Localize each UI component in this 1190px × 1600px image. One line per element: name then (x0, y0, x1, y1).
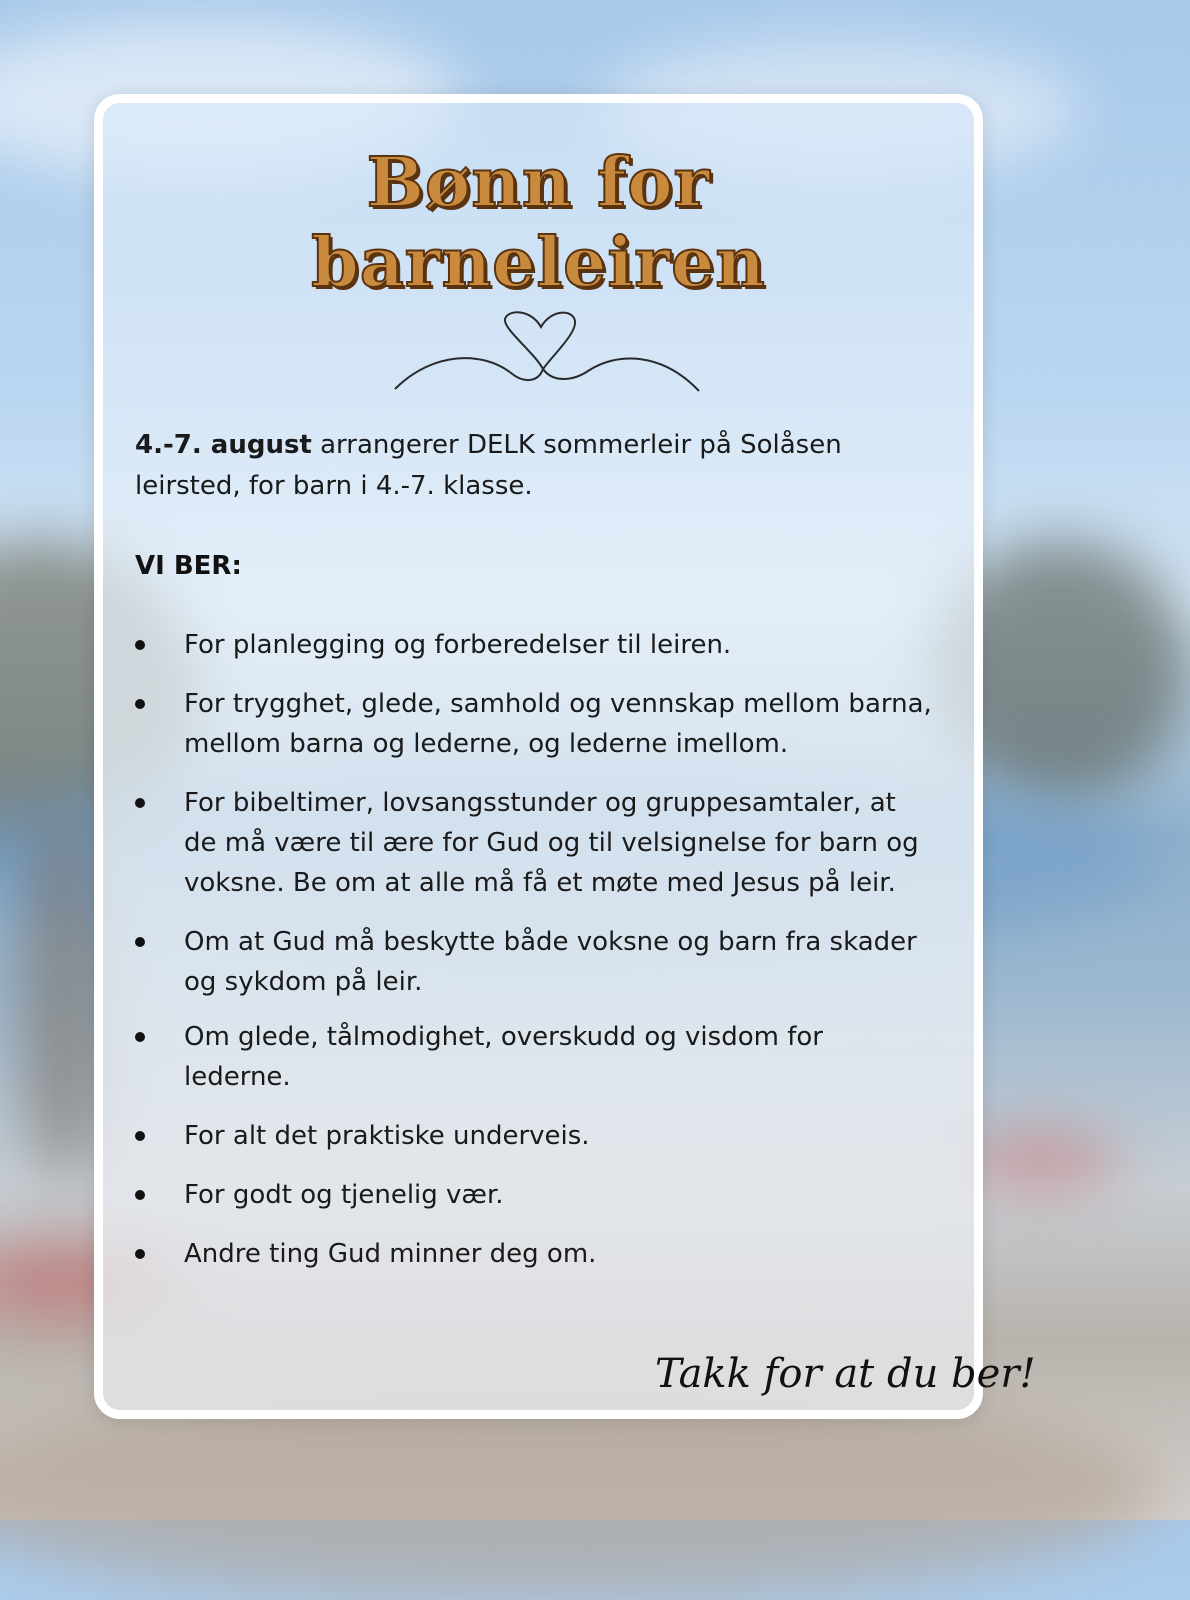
list-item-text: Om at Gud må beskytte både voksne og barn fra skader og sykdom på leir. (184, 927, 917, 997)
list-item (135, 1017, 935, 1097)
prayer-list (135, 625, 935, 1274)
list-item-text: For alt det praktiske underveis. (184, 1121, 590, 1151)
title-line-1: Bønn for (366, 143, 711, 223)
list-item (135, 783, 935, 903)
bullet-icon (135, 1190, 145, 1200)
list-item (135, 1116, 935, 1156)
bullet-icon (135, 640, 145, 650)
list-item (135, 1234, 935, 1274)
heart-swash-icon (393, 311, 703, 401)
title-line-2: barneleiren (311, 223, 766, 303)
list-item (135, 684, 935, 764)
intro-text: arrangerer DELK sommerleir på Solåsen leirsted, for barn i 4.-7. klasse. (135, 430, 842, 501)
list-item (135, 1175, 935, 1215)
red-boat-right (960, 1130, 1120, 1190)
page-title (103, 143, 974, 303)
list-item-text: For planlegging og forberedelser til leiren. (184, 630, 732, 660)
bullet-icon (135, 699, 145, 709)
signature (651, 1335, 1036, 1415)
list-item-text: Andre ting Gud minner deg om. (184, 1239, 597, 1269)
prayer-heading: VI BER: (135, 551, 242, 581)
bullet-icon (135, 798, 145, 808)
list-item (135, 625, 935, 665)
bullet-icon (135, 937, 145, 947)
intro-paragraph (135, 425, 935, 507)
prayer-card (94, 94, 1036, 1419)
list-item (135, 922, 935, 1002)
bullet-icon (135, 1131, 145, 1141)
bullet-icon (135, 1249, 145, 1259)
list-item-text: For trygghet, glede, samhold og vennskap mellom barna, mellom barna og lederne, og lederne imellom. (184, 689, 932, 759)
intro-date: 4.-7. august (135, 430, 312, 460)
list-item-text: For bibeltimer, lovsangsstunder og gruppesamtaler, at de må være til ære for Gud og til velsignelse for barn og voksne. Be om at alle må få et møte med Jesus på leir. (184, 788, 919, 898)
signature-text: Takk for at du ber! (655, 1351, 1036, 1397)
bullet-icon (135, 1032, 145, 1042)
list-item-text: Om glede, tålmodighet, overskudd og visdom for lederne. (184, 1022, 823, 1092)
list-item-text: For godt og tjenelig vær. (184, 1180, 504, 1210)
